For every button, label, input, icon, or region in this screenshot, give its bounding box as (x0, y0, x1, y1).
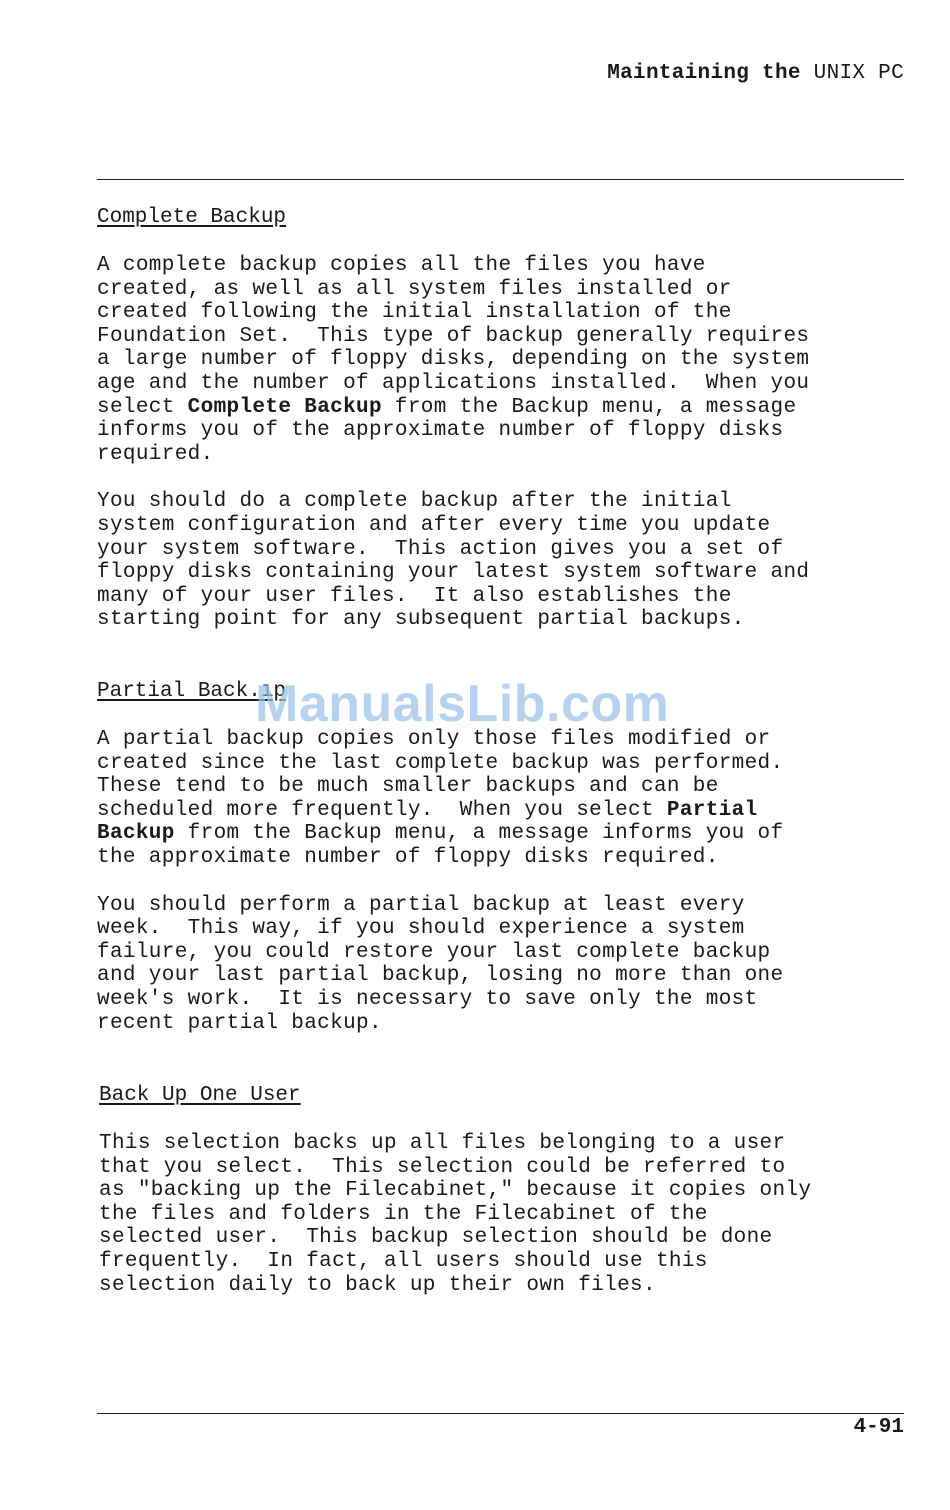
section-complete-backup (97, 206, 912, 632)
running-header (607, 62, 904, 85)
paragraph: A complete backup copies all the files you have created, as well as all system files installed or created following the initial installation of the Foundation Set. This type of backup generally requires a large number of floppy disks, depending on the system age and the number of applications installed. When you select Complete Backup from the Backup menu, a message informs you of the approximate number of floppy disks required. (97, 254, 810, 466)
section-heading: Partial Back.ıp (97, 680, 287, 703)
paragraph: This selection backs up all files belonging to a user that you select. This selection could be referred to as "backing up the Filecabinet," because it copies only the files and folders in the Filecabinet of the selected user. This backup selection should be done frequently. In fact, all users should use this selection daily to back up their own files. (99, 1132, 812, 1297)
paragraph: A partial backup copies only those files modified or created since the last complete backup was performed. These tend to be much smaller backups and can be scheduled more frequently. When you select Partial Backup from the Backup menu, a message informs you of the approximate number of floppy disks required. (97, 728, 784, 869)
paragraph: You should do a complete backup after the initial system configuration and after every time you update your system software. This action gives you a set of floppy disks containing your latest system software and many of your user files. It also establishes the starting point for any subsequent partial backups. (97, 490, 810, 632)
header-rule (97, 179, 904, 180)
header-title-bold: Maintaining the (607, 62, 801, 85)
footer-rule (97, 1413, 904, 1414)
watermark: ManualsLib.com (255, 675, 670, 733)
section-heading: Complete Backup (97, 206, 287, 229)
bold-term: Backup (97, 822, 175, 846)
paragraph: You should perform a partial backup at least every week. This way, if you should experience a system failure, you could restore your last complete backup and your last partial backup, losing no more than one week's work. It is necessary to save only the most recent partial backup. (97, 893, 784, 1035)
bold-term: Partial (666, 798, 758, 822)
section-heading: Back Up One User (99, 1084, 301, 1107)
header-title-regular: UNIX PC (813, 62, 904, 85)
page-number: 4-91 (853, 1416, 904, 1439)
section-back-up-one-user (99, 1084, 914, 1297)
bold-term: Complete Backup (187, 395, 382, 419)
